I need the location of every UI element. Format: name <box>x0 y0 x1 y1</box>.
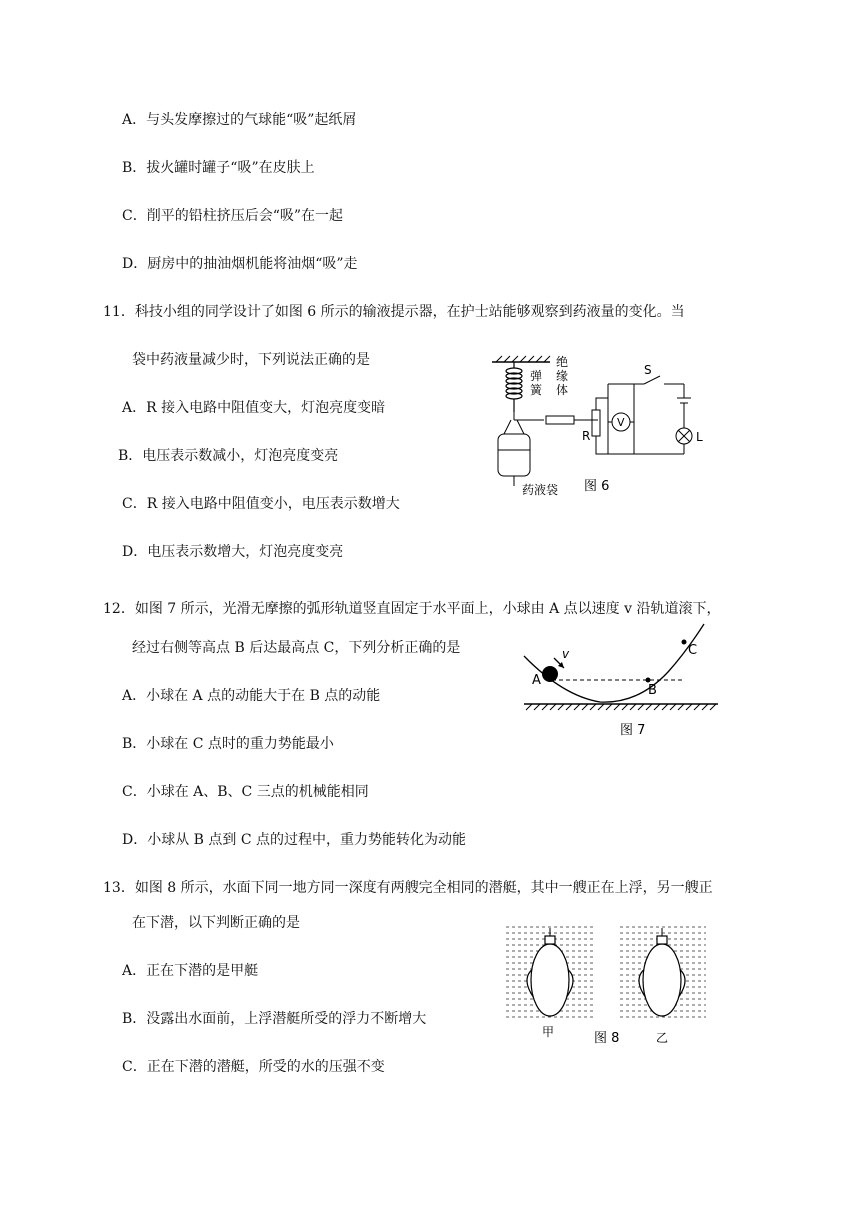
q13-option-b: B．没露出水面前，上浮潜艇所受的浮力不断增大 <box>122 1011 427 1027</box>
q11-option-a: A．R 接入电路中阻值变大，灯泡亮度变暗 <box>122 400 386 416</box>
spring <box>506 362 522 412</box>
q13-stem-line2: 在下潜，以下判断正确的是 <box>132 915 300 931</box>
label-jia: 甲 <box>542 1025 555 1039</box>
velocity-label: v <box>562 647 570 661</box>
q11-option-d: D．电压表示数增大，灯泡亮度变亮 <box>122 544 344 560</box>
q12-option-a: A．小球在 A 点的动能大于在 B 点的动能 <box>122 688 381 704</box>
resistor-label: R <box>582 429 591 443</box>
q13-stem-line1: 13．如图 8 所示，水面下同一地方同一深度有两艘完全相同的潜艇，其中一艘正在上浮，另一艘正 <box>103 880 713 896</box>
point-b-label: B <box>648 683 657 698</box>
figure-7-caption: 图 7 <box>620 723 646 738</box>
medicine-bag <box>498 420 530 486</box>
figure-6-circuit <box>484 354 714 499</box>
figure-8-caption: 图 8 <box>594 1031 620 1046</box>
insulator-block <box>546 416 574 424</box>
track-curve <box>524 624 704 702</box>
insulator-label-3: 体 <box>556 383 569 397</box>
q11-stem-line2: 袋中药液量减少时，下列说法正确的是 <box>132 352 370 368</box>
q10-option-c: C．削平的铅柱挤压后会“吸”在一起 <box>122 208 344 224</box>
point-a-label: A <box>532 673 541 688</box>
q11-option-b: B．电压表示数减小，灯泡亮度变亮 <box>118 448 339 464</box>
figure-7-track <box>518 616 722 740</box>
q11-option-c: C．R 接入电路中阻值变小，电压表示数增大 <box>122 496 400 512</box>
q12-stem-line2: 经过右侧等高点 B 后达最高点 C，下列分析正确的是 <box>132 640 461 656</box>
point-c-label: C <box>688 643 698 658</box>
insulator-label-2: 缘 <box>556 369 569 383</box>
spring-label-1: 弹 <box>530 369 543 383</box>
lamp-label: L <box>696 430 703 444</box>
figure-8-submarines <box>500 918 712 1048</box>
q10-option-a: A．与头发摩擦过的气球能“吸”起纸屑 <box>122 112 357 128</box>
switch-label: S <box>644 363 652 377</box>
rheostat-r <box>592 410 600 436</box>
q12-stem-line1: 12．如图 7 所示，光滑无摩擦的弧形轨道竖直固定于水平面上，小球由 A 点以速度 v 沿轨道滚下， <box>103 601 721 617</box>
label-yi: 乙 <box>656 1031 669 1045</box>
q10-option-d: D．厨房中的抽油烟机能将油烟“吸”走 <box>122 256 358 272</box>
spring-label-2: 簧 <box>530 383 543 397</box>
figure-6-caption: 图 6 <box>584 479 610 494</box>
ball <box>542 666 558 682</box>
q12-option-d: D．小球从 B 点到 C 点的过程中，重力势能转化为动能 <box>122 832 467 848</box>
q12-option-c: C．小球在 A、B、C 三点的机械能相同 <box>122 784 369 800</box>
q13-option-a: A．正在下潜的是甲艇 <box>122 963 259 979</box>
voltmeter-label: V <box>617 416 625 429</box>
insulator-label-1: 绝 <box>556 355 569 369</box>
q11-stem-line1: 11．科技小组的同学设计了如图 6 所示的输液提示器，在护士站能够观察到药液量的变化。当 <box>103 304 685 320</box>
bag-label: 药液袋 <box>522 483 559 497</box>
q13-option-c: C．正在下潜的潜艇，所受的水的压强不变 <box>122 1059 385 1075</box>
q12-option-b: B．小球在 C 点时的重力势能最小 <box>122 736 334 752</box>
q10-option-b: B．拔火罐时罐子“吸”在皮肤上 <box>122 160 315 176</box>
